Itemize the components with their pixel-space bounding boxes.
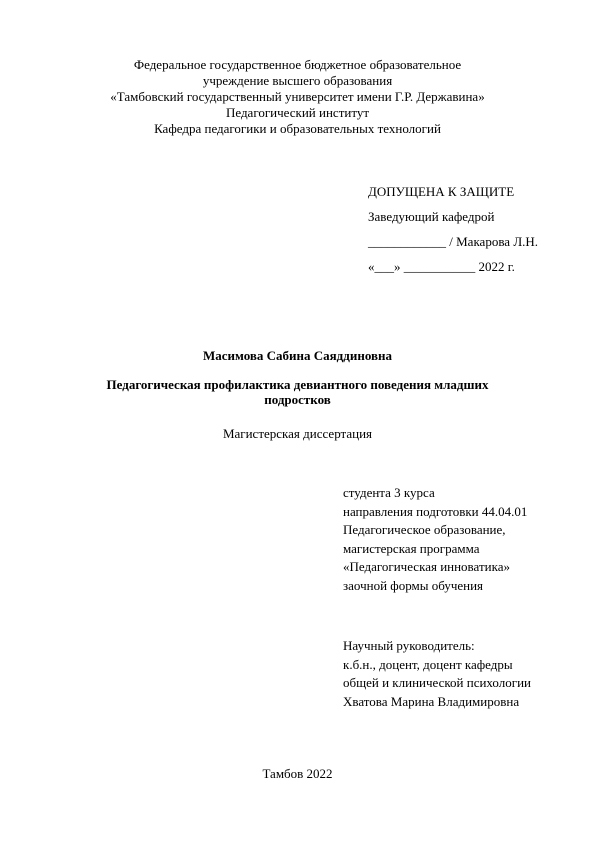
advisor-line: к.б.н., доцент, доцент кафедры [343, 656, 513, 672]
header-line-education: учреждение высшего образования [202, 73, 393, 88]
advisor-name: Хватова Марина Владимировна [343, 693, 520, 709]
author-name: Масимова Сабина Саяддиновна [202, 348, 393, 363]
advisor-line: общей и клинической психологии [343, 675, 531, 690]
city-year: Тамбов 2022 [262, 766, 333, 781]
approval-signature: ____________ / Макарова Л.Н. [368, 234, 539, 249]
header-line-ministry: Федеральное государственное бюджетное образовательное [133, 57, 462, 72]
approval-position: Заведующий кафедрой [368, 209, 495, 224]
student-line: направления подготовки 44.04.01 [343, 503, 528, 519]
header-line-university: «Тамбовский государственный университет имени Г.Р. Державина» [110, 89, 485, 104]
student-info-block [343, 484, 527, 595]
document-type: Магистерская диссертация [222, 426, 373, 441]
approval-date: «___» ___________ 2022 г. [368, 259, 515, 274]
student-line: магистерская программа [343, 540, 480, 556]
student-line: Педагогическое образование, [343, 522, 506, 537]
thesis-title: Педагогическая профилактика девиантного поведения младших подростков [106, 377, 489, 407]
advisor-heading: Научный руководитель: [343, 638, 475, 653]
student-line: заочной формы обучения [343, 577, 484, 593]
approval-block [368, 179, 538, 279]
student-line: студента 3 курса [343, 485, 435, 500]
approval-heading: ДОПУЩЕНА К ЗАЩИТЕ [368, 184, 515, 199]
advisor-info-block [343, 637, 531, 711]
header-line-institute: Педагогический институт [225, 105, 370, 120]
header-line-department: Кафедра педагогики и образовательных технологий [154, 121, 441, 136]
student-line: «Педагогическая инноватика» [343, 559, 510, 574]
institution-header [0, 57, 595, 137]
